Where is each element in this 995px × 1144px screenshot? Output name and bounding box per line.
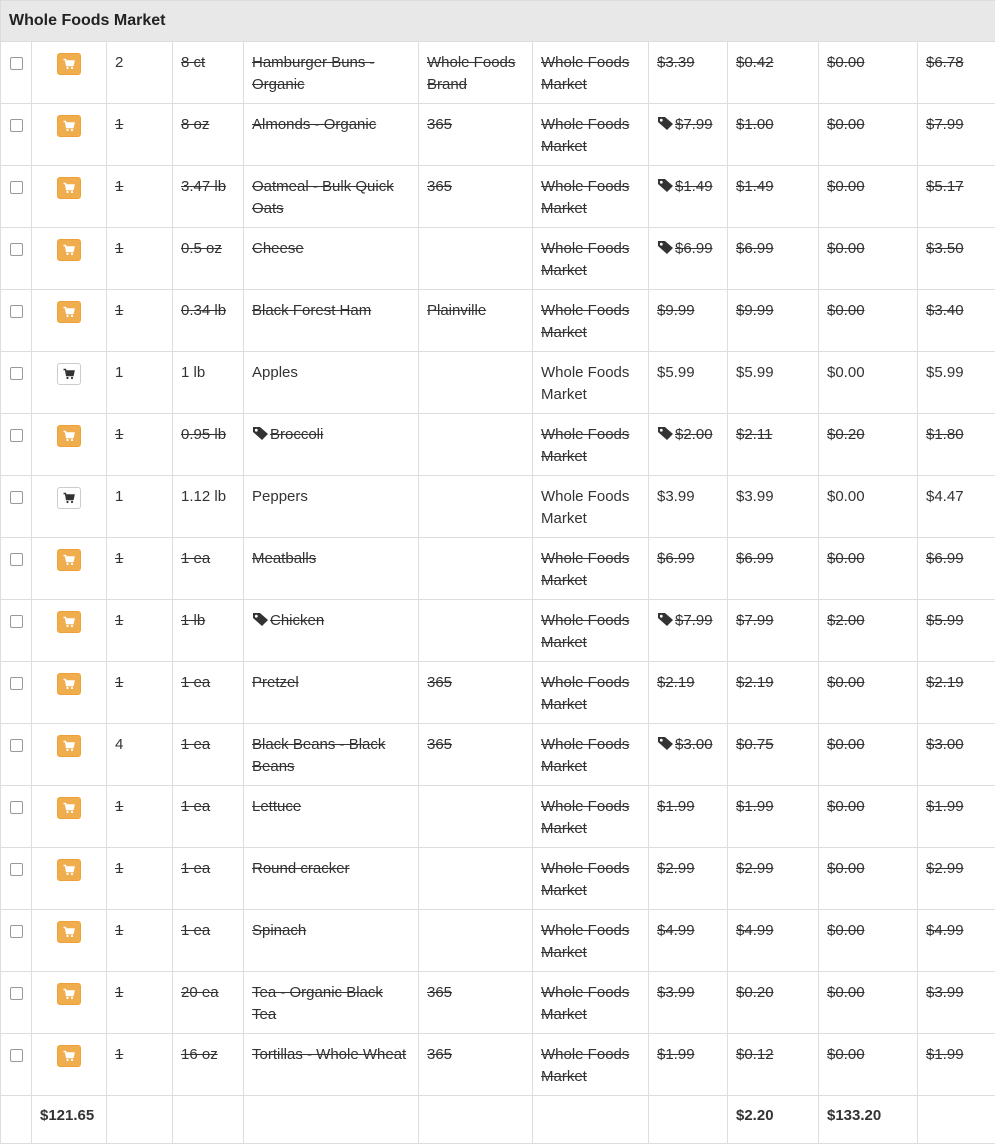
cart-cell xyxy=(32,724,107,786)
item-total: $3.40 xyxy=(918,290,995,352)
item-price: $3.00 xyxy=(675,736,713,753)
item-price-cell xyxy=(649,662,728,724)
item-name: Lettuce xyxy=(252,798,301,815)
item-size: 0.95 lb xyxy=(173,414,244,476)
item-discount: $0.00 xyxy=(819,662,918,724)
cart-button[interactable] xyxy=(57,425,81,447)
tag-icon xyxy=(657,426,675,443)
item-brand xyxy=(419,910,533,972)
item-quantity: 1 xyxy=(107,352,173,414)
item-brand: 365 xyxy=(419,166,533,228)
item-quantity: 1 xyxy=(107,414,173,476)
item-brand xyxy=(419,352,533,414)
item-unit-price: $2.11 xyxy=(728,414,819,476)
store-title: Whole Foods Market xyxy=(9,12,165,29)
item-name-cell[interactable] xyxy=(244,42,419,104)
item-price-cell xyxy=(649,724,728,786)
cart-cell xyxy=(32,848,107,910)
item-checkbox[interactable] xyxy=(10,925,23,938)
item-name-cell[interactable] xyxy=(244,786,419,848)
item-checkbox[interactable] xyxy=(10,243,23,256)
item-row xyxy=(1,228,995,290)
item-row xyxy=(1,166,995,228)
item-name: Spinach xyxy=(252,922,306,939)
item-discount: $0.00 xyxy=(819,228,918,290)
item-store: Whole Foods Market xyxy=(533,972,649,1034)
item-total: $1.99 xyxy=(918,786,995,848)
item-row xyxy=(1,476,995,538)
cart-cell xyxy=(32,662,107,724)
item-discount: $0.00 xyxy=(819,910,918,972)
item-price: $3.39 xyxy=(657,54,695,71)
cart-button[interactable] xyxy=(57,301,81,323)
item-quantity: 1 xyxy=(107,290,173,352)
item-brand xyxy=(419,538,533,600)
tag-icon xyxy=(657,736,675,753)
item-total: $5.99 xyxy=(918,352,995,414)
item-discount: $0.00 xyxy=(819,724,918,786)
item-checkbox-cell xyxy=(1,724,32,786)
item-brand xyxy=(419,600,533,662)
item-name-cell[interactable] xyxy=(244,352,419,414)
item-store: Whole Foods Market xyxy=(533,848,649,910)
item-unit-price: $2.99 xyxy=(728,848,819,910)
item-price-cell xyxy=(649,1034,728,1096)
item-checkbox-cell xyxy=(1,538,32,600)
item-name: Chicken xyxy=(270,612,324,629)
item-row xyxy=(1,600,995,662)
item-price: $4.99 xyxy=(657,922,695,939)
item-name: Almonds - Organic xyxy=(252,116,376,133)
item-price-cell xyxy=(649,786,728,848)
item-brand: 365 xyxy=(419,662,533,724)
tag-icon xyxy=(252,612,270,629)
item-checkbox-cell xyxy=(1,414,32,476)
item-discount: $0.00 xyxy=(819,42,918,104)
item-checkbox-cell xyxy=(1,600,32,662)
item-unit-price: $7.99 xyxy=(728,600,819,662)
tag-icon xyxy=(657,178,675,195)
item-quantity: 1 xyxy=(107,166,173,228)
item-checkbox[interactable] xyxy=(10,57,23,70)
item-total: $1.99 xyxy=(918,1034,995,1096)
item-checkbox[interactable] xyxy=(10,119,23,132)
cart-button[interactable] xyxy=(57,239,81,261)
item-discount: $0.00 xyxy=(819,290,918,352)
item-store: Whole Foods Market xyxy=(533,414,649,476)
item-name-cell[interactable] xyxy=(244,662,419,724)
item-name-cell[interactable] xyxy=(244,910,419,972)
item-store: Whole Foods Market xyxy=(533,42,649,104)
item-total: $5.17 xyxy=(918,166,995,228)
item-discount: $0.00 xyxy=(819,166,918,228)
tag-icon xyxy=(657,116,675,133)
item-total: $7.99 xyxy=(918,104,995,166)
cart-button[interactable] xyxy=(57,115,81,137)
item-name: Black Beans - Black Beans xyxy=(252,736,385,775)
item-price-cell xyxy=(649,104,728,166)
item-checkbox[interactable] xyxy=(10,491,23,504)
item-row xyxy=(1,724,995,786)
item-store: Whole Foods Market xyxy=(533,786,649,848)
item-brand xyxy=(419,848,533,910)
cart-cell xyxy=(32,476,107,538)
tag-icon xyxy=(657,240,675,257)
item-total: $2.19 xyxy=(918,662,995,724)
cart-cell xyxy=(32,786,107,848)
item-row xyxy=(1,290,995,352)
cart-cell xyxy=(32,910,107,972)
totals-empty-cell xyxy=(918,1096,995,1144)
item-quantity: 1 xyxy=(107,910,173,972)
item-checkbox-cell xyxy=(1,662,32,724)
totals-empty-cell xyxy=(107,1096,173,1144)
cart-cell xyxy=(32,600,107,662)
item-name: Oatmeal - Bulk Quick Oats xyxy=(252,178,394,217)
item-checkbox-cell xyxy=(1,104,32,166)
cart-cell xyxy=(32,104,107,166)
item-checkbox[interactable] xyxy=(10,181,23,194)
item-unit-price: $3.99 xyxy=(728,476,819,538)
item-price: $7.99 xyxy=(675,116,713,133)
item-row xyxy=(1,910,995,972)
item-checkbox[interactable] xyxy=(10,367,23,380)
item-size: 1.12 lb xyxy=(173,476,244,538)
item-store: Whole Foods Market xyxy=(533,104,649,166)
item-unit-price: $5.99 xyxy=(728,352,819,414)
item-rows xyxy=(1,42,995,1096)
item-size: 8 ct xyxy=(173,42,244,104)
cart-cell xyxy=(32,1034,107,1096)
item-quantity: 1 xyxy=(107,538,173,600)
item-store: Whole Foods Market xyxy=(533,600,649,662)
cart-button[interactable] xyxy=(57,549,81,571)
item-checkbox-cell xyxy=(1,166,32,228)
item-name-cell[interactable] xyxy=(244,972,419,1034)
item-checkbox[interactable] xyxy=(10,1049,23,1062)
cart-cell xyxy=(32,414,107,476)
cart-button[interactable] xyxy=(57,859,81,881)
item-total: $6.99 xyxy=(918,538,995,600)
item-name: Pretzel xyxy=(252,674,299,691)
item-quantity: 1 xyxy=(107,786,173,848)
item-size: 1 ea xyxy=(173,786,244,848)
item-checkbox[interactable] xyxy=(10,553,23,566)
cart-cell xyxy=(32,290,107,352)
item-name-cell[interactable] xyxy=(244,724,419,786)
item-price: $3.99 xyxy=(657,984,695,1001)
item-quantity: 1 xyxy=(107,662,173,724)
item-name: Tea - Organic Black Tea xyxy=(252,984,383,1023)
item-brand xyxy=(419,476,533,538)
item-price-cell xyxy=(649,228,728,290)
item-row xyxy=(1,352,995,414)
item-price-cell xyxy=(649,166,728,228)
item-quantity: 1 xyxy=(107,476,173,538)
item-brand: 365 xyxy=(419,104,533,166)
item-unit-price: $6.99 xyxy=(728,228,819,290)
cart-cell xyxy=(32,42,107,104)
cart-button[interactable] xyxy=(57,611,81,633)
item-brand: 365 xyxy=(419,724,533,786)
item-price: $3.99 xyxy=(657,488,695,505)
item-unit-price: $9.99 xyxy=(728,290,819,352)
item-total: $4.99 xyxy=(918,910,995,972)
item-price: $5.99 xyxy=(657,364,695,381)
item-size: 1 ea xyxy=(173,848,244,910)
item-discount: $0.00 xyxy=(819,352,918,414)
cart-button[interactable] xyxy=(57,363,81,385)
item-row xyxy=(1,414,995,476)
item-name: Meatballs xyxy=(252,550,316,567)
item-quantity: 1 xyxy=(107,972,173,1034)
item-store: Whole Foods Market xyxy=(533,476,649,538)
item-total: $4.47 xyxy=(918,476,995,538)
item-row xyxy=(1,786,995,848)
item-store: Whole Foods Market xyxy=(533,352,649,414)
cart-cell xyxy=(32,228,107,290)
item-size: 3.47 lb xyxy=(173,166,244,228)
item-checkbox[interactable] xyxy=(10,615,23,628)
item-checkbox[interactable] xyxy=(10,305,23,318)
cart-button[interactable] xyxy=(57,487,81,509)
item-checkbox[interactable] xyxy=(10,801,23,814)
tag-icon xyxy=(252,426,270,443)
item-brand xyxy=(419,786,533,848)
item-size: 8 oz xyxy=(173,104,244,166)
item-name-cell[interactable] xyxy=(244,166,419,228)
totals-total: $133.20 xyxy=(819,1096,918,1144)
item-store: Whole Foods Market xyxy=(533,290,649,352)
item-store: Whole Foods Market xyxy=(533,662,649,724)
item-brand: Plainville xyxy=(419,290,533,352)
item-unit-price: $0.12 xyxy=(728,1034,819,1096)
item-unit-price: $0.75 xyxy=(728,724,819,786)
item-unit-price: $4.99 xyxy=(728,910,819,972)
item-brand: 365 xyxy=(419,972,533,1034)
item-store: Whole Foods Market xyxy=(533,538,649,600)
item-brand xyxy=(419,228,533,290)
item-store: Whole Foods Market xyxy=(533,166,649,228)
item-checkbox-cell xyxy=(1,972,32,1034)
item-name-cell[interactable] xyxy=(244,414,419,476)
item-size: 1 ea xyxy=(173,538,244,600)
item-total: $3.99 xyxy=(918,972,995,1034)
item-price-cell xyxy=(649,600,728,662)
item-price-cell xyxy=(649,352,728,414)
item-size: 20 ea xyxy=(173,972,244,1034)
item-quantity: 1 xyxy=(107,1034,173,1096)
item-total: $2.99 xyxy=(918,848,995,910)
tag-icon xyxy=(657,612,675,629)
item-checkbox[interactable] xyxy=(10,429,23,442)
totals-empty-cell xyxy=(244,1096,419,1144)
item-price: $2.99 xyxy=(657,860,695,877)
item-name: Broccoli xyxy=(270,426,323,443)
store-header xyxy=(1,1,995,42)
item-size: 1 ea xyxy=(173,662,244,724)
item-size: 1 lb xyxy=(173,352,244,414)
item-unit-price: $1.99 xyxy=(728,786,819,848)
item-quantity: 4 xyxy=(107,724,173,786)
item-checkbox-cell xyxy=(1,1034,32,1096)
item-name: Cheese xyxy=(252,240,304,257)
item-quantity: 1 xyxy=(107,104,173,166)
item-checkbox-cell xyxy=(1,848,32,910)
item-checkbox[interactable] xyxy=(10,739,23,752)
cart-cell xyxy=(32,352,107,414)
item-name-cell[interactable] xyxy=(244,600,419,662)
item-size: 1 ea xyxy=(173,910,244,972)
item-discount: $0.00 xyxy=(819,972,918,1034)
item-row xyxy=(1,1034,995,1096)
item-quantity: 1 xyxy=(107,600,173,662)
item-store: Whole Foods Market xyxy=(533,724,649,786)
totals-empty-cell xyxy=(173,1096,244,1144)
totals-empty-cell xyxy=(533,1096,649,1144)
item-checkbox[interactable] xyxy=(10,677,23,690)
item-size: 1 ea xyxy=(173,724,244,786)
item-row xyxy=(1,972,995,1034)
item-size: 0.5 oz xyxy=(173,228,244,290)
item-checkbox-cell xyxy=(1,42,32,104)
item-total: $3.50 xyxy=(918,228,995,290)
item-store: Whole Foods Market xyxy=(533,910,649,972)
item-discount: $0.00 xyxy=(819,848,918,910)
totals-empty-cell xyxy=(1,1096,32,1144)
item-discount: $2.00 xyxy=(819,600,918,662)
item-brand: Whole Foods Brand xyxy=(419,42,533,104)
item-size: 1 lb xyxy=(173,600,244,662)
item-price: $9.99 xyxy=(657,302,695,319)
cart-button[interactable] xyxy=(57,1045,81,1067)
item-discount: $0.00 xyxy=(819,538,918,600)
item-row xyxy=(1,42,995,104)
item-price-cell xyxy=(649,42,728,104)
item-total: $3.00 xyxy=(918,724,995,786)
item-checkbox-cell xyxy=(1,910,32,972)
item-checkbox-cell xyxy=(1,786,32,848)
item-row xyxy=(1,662,995,724)
item-discount: $0.00 xyxy=(819,476,918,538)
item-price-cell xyxy=(649,476,728,538)
item-name: Tortillas - Whole Wheat xyxy=(252,1046,406,1063)
cart-button[interactable] xyxy=(57,177,81,199)
item-checkbox-cell xyxy=(1,352,32,414)
item-checkbox[interactable] xyxy=(10,987,23,1000)
item-price: $6.99 xyxy=(657,550,695,567)
item-name-cell[interactable] xyxy=(244,104,419,166)
item-unit-price: $0.42 xyxy=(728,42,819,104)
item-price-cell xyxy=(649,848,728,910)
item-checkbox-cell xyxy=(1,228,32,290)
item-price: $2.19 xyxy=(657,674,695,691)
item-row xyxy=(1,104,995,166)
item-name: Hamburger Buns - Organic xyxy=(252,54,375,93)
item-quantity: 2 xyxy=(107,42,173,104)
totals-row xyxy=(1,1096,995,1144)
item-name: Black Forest Ham xyxy=(252,302,371,319)
cart-button[interactable] xyxy=(57,797,81,819)
item-price: $7.99 xyxy=(675,612,713,629)
totals-empty-cell xyxy=(649,1096,728,1144)
item-price-cell xyxy=(649,290,728,352)
item-unit-price: $0.20 xyxy=(728,972,819,1034)
item-name: Round cracker xyxy=(252,860,350,877)
item-store: Whole Foods Market xyxy=(533,1034,649,1096)
item-unit-price: $6.99 xyxy=(728,538,819,600)
item-discount: $0.20 xyxy=(819,414,918,476)
item-discount: $0.00 xyxy=(819,786,918,848)
item-row xyxy=(1,538,995,600)
item-price-cell xyxy=(649,972,728,1034)
cart-button[interactable] xyxy=(57,53,81,75)
item-total: $1.80 xyxy=(918,414,995,476)
item-price-cell xyxy=(649,414,728,476)
item-total: $5.99 xyxy=(918,600,995,662)
item-price: $1.99 xyxy=(657,798,695,815)
item-price: $6.99 xyxy=(675,240,713,257)
item-size: 0.34 lb xyxy=(173,290,244,352)
cart-button[interactable] xyxy=(57,735,81,757)
cart-button[interactable] xyxy=(57,921,81,943)
item-store: Whole Foods Market xyxy=(533,228,649,290)
item-discount: $0.00 xyxy=(819,1034,918,1096)
item-price-cell xyxy=(649,910,728,972)
item-name: Apples xyxy=(252,364,298,381)
item-name-cell[interactable] xyxy=(244,848,419,910)
item-price: $2.00 xyxy=(675,426,713,443)
cart-cell xyxy=(32,972,107,1034)
totals-discount: $2.20 xyxy=(728,1096,819,1144)
item-brand: 365 xyxy=(419,1034,533,1096)
totals-empty-cell xyxy=(419,1096,533,1144)
item-checkbox-cell xyxy=(1,476,32,538)
item-quantity: 1 xyxy=(107,848,173,910)
cart-button[interactable] xyxy=(57,983,81,1005)
item-checkbox-cell xyxy=(1,290,32,352)
item-name-cell[interactable] xyxy=(244,228,419,290)
item-name: Peppers xyxy=(252,488,308,505)
totals-spent: $121.65 xyxy=(32,1096,107,1144)
item-price: $1.99 xyxy=(657,1046,695,1063)
cart-button[interactable] xyxy=(57,673,81,695)
item-checkbox[interactable] xyxy=(10,863,23,876)
item-price: $1.49 xyxy=(675,178,713,195)
item-brand xyxy=(419,414,533,476)
item-size: 16 oz xyxy=(173,1034,244,1096)
item-row xyxy=(1,848,995,910)
cart-cell xyxy=(32,538,107,600)
item-name-cell[interactable] xyxy=(244,290,419,352)
item-unit-price: $2.19 xyxy=(728,662,819,724)
item-name-cell[interactable] xyxy=(244,538,419,600)
item-total: $6.78 xyxy=(918,42,995,104)
item-unit-price: $1.49 xyxy=(728,166,819,228)
item-discount: $0.00 xyxy=(819,104,918,166)
item-name-cell[interactable] xyxy=(244,1034,419,1096)
cart-cell xyxy=(32,166,107,228)
item-quantity: 1 xyxy=(107,228,173,290)
item-name-cell[interactable] xyxy=(244,476,419,538)
item-price-cell xyxy=(649,538,728,600)
item-unit-price: $1.00 xyxy=(728,104,819,166)
